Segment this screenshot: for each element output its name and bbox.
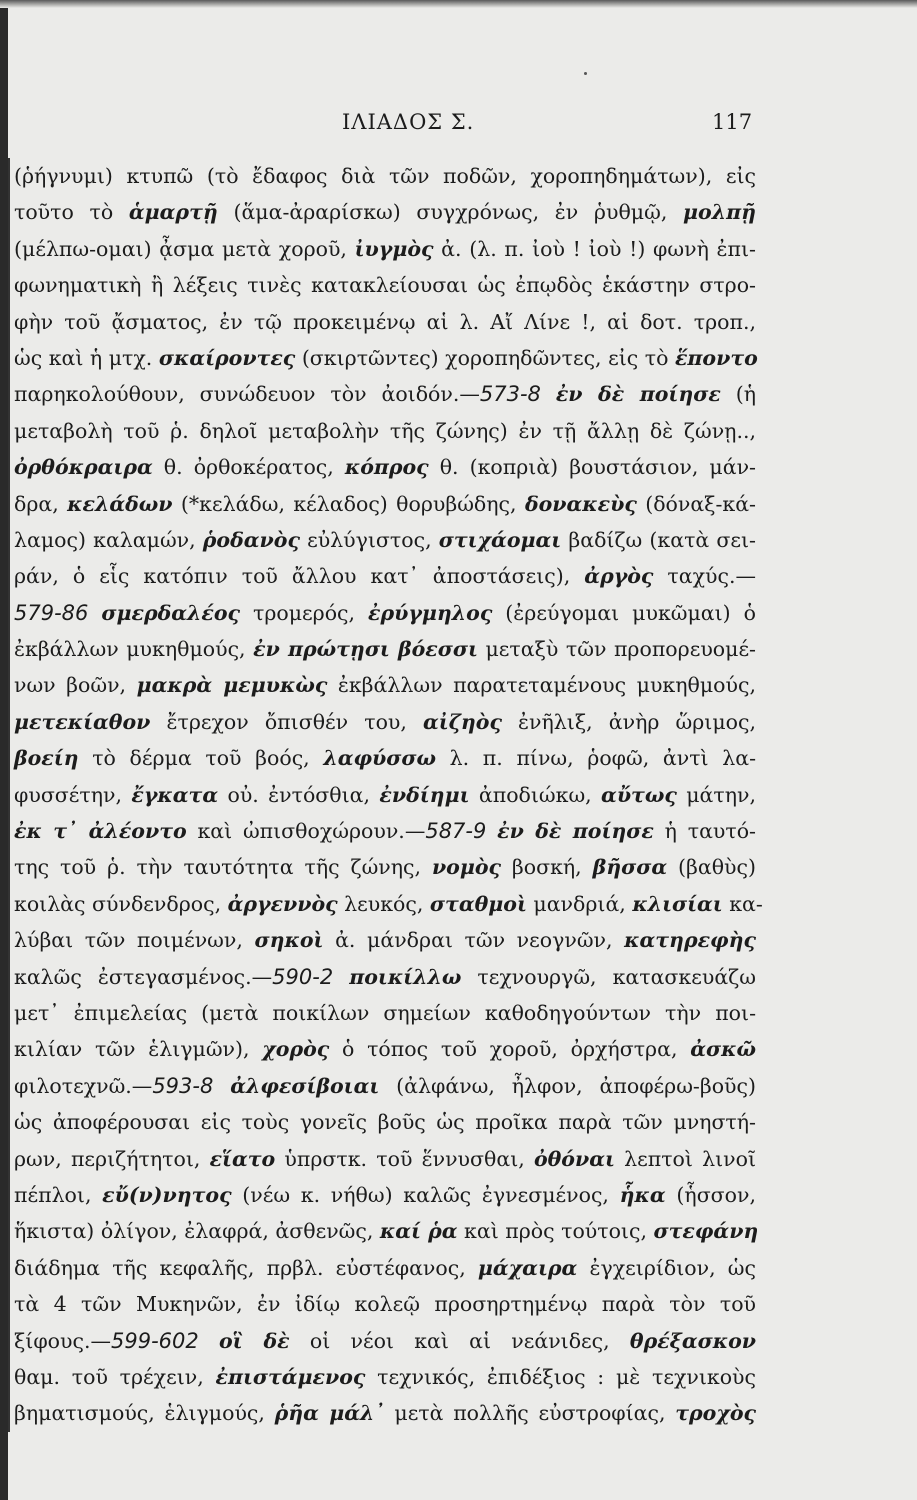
page-number: 117	[712, 110, 753, 134]
text-line: φιλοτεχνῶ.—593-8 ἀλφεσίβοιαι (ἀλφάνω, ἦλφον, ἀποφέρω-βοῦς)	[8, 1068, 756, 1104]
text-line: κιλίαν τῶν ἑλιγμῶν), χορὸς ὁ τόπος τοῦ χοροῦ, ὀρχήστρα, ἀσκῶ	[8, 1031, 756, 1067]
lemma: αὔτως	[601, 782, 677, 807]
lemma: κελάδων	[67, 491, 173, 516]
text-line: ὡς ἀποφέρουσαι εἰς τοὺς γονεῖς βοῦς ὡς προῖκα παρὰ τῶν μνηστή-	[8, 1104, 756, 1140]
text-line: φὴν τοῦ ᾄσματος, ἐν τῷ προκειμένῳ αἱ λ. Αἴ Λίνε !, αἱ δοτ. τροπ.,	[8, 304, 756, 340]
lemma: ἁμαρτῇ	[128, 200, 218, 225]
text-line: φωνηματικὴ ἢ λέξεις τινὲς κατακλείουσαι ὡς ἐπῳδὸς ἑκάστην στρο-	[8, 267, 756, 303]
lemma: ἐρύγμηλος	[368, 600, 493, 625]
text-line: ἐκβάλλων μυκηθμούς, ἐν πρώτῃσι βόεσσι μεταξὺ τῶν προπορευομέ-	[8, 631, 756, 667]
lemma: κόπρος	[344, 455, 429, 480]
lemma: βοείη	[14, 746, 79, 771]
lemma: στεφάνη	[653, 1219, 759, 1244]
text-line: βοείη τὸ δέρμα τοῦ βοός, λαφύσσω λ. π. πίνω, ῥοφῶ, ἀντὶ λα-	[8, 740, 756, 776]
text-line: μετεκίαθον ἔτρεχον ὄπισθέν του, αἰζηὸς ἐνῆλιξ, ἀνὴρ ὥριμος,	[8, 704, 756, 740]
text-line: 579-86 σμερδαλέος τρομερός, ἐρύγμηλος (ἐρεύγομαι μυκῶμαι) ὁ	[8, 595, 756, 631]
lemma: ἀργὸς	[584, 564, 654, 589]
text-line: λύβαι τῶν ποιμένων, σηκοὶ ἀ. μάνδραι τῶν νεογνῶν, κατηρεφὴς	[8, 922, 756, 958]
lemma: κατηρεφὴς	[624, 928, 756, 953]
verse-range: 587-9	[425, 819, 487, 844]
text-line: βηματισμούς, ἑλιγμούς, ῥῆα μάλ᾽ μετὰ πολλῆς εὐστροφίας, τροχὸς	[8, 1395, 756, 1431]
text-line: ξίφους.—599-602 οἳ δὲ οἱ νέοι καὶ αἱ νεάνιδες, θρέξασκον	[8, 1323, 756, 1359]
lemma: χορὸς	[262, 1037, 330, 1062]
lemma: εὔ(ν)νητος	[102, 1182, 232, 1207]
text-line: της τοῦ ῥ. τὴν ταυτότητα τῆς ζώνης, νομὸς βοσκή, βῆσσα (βαθὺς)	[8, 849, 756, 885]
lemma: δονακεὺς	[524, 491, 637, 516]
lemma: σκαίροντες	[158, 345, 296, 370]
lemma: βῆσσα	[592, 855, 668, 880]
lemma: θρέξασκον	[629, 1328, 756, 1353]
lemma: ἀλφεσίβοιαι	[230, 1073, 380, 1098]
lemma: εἵατο	[209, 1146, 276, 1171]
text-line: κοιλὰς σύνδενδρος, ἀργεννὸς λευκός, σταθμοὶ μανδριά, κλισίαι κα-	[8, 886, 756, 922]
lemma: σταθμοὶ	[429, 891, 527, 916]
text-line: ὀρθόκραιρα θ. ὀρθοκέρατος, κόπρος θ. (κοπριὰ) βουστάσιον, μάν-	[8, 449, 756, 485]
lemma: στιχάομαι	[438, 527, 562, 552]
text-line: ἐκ τ᾽ ἀλέοντο καὶ ὠπισθοχώρουν.—587-9 ἐν δὲ ποίησε ἡ ταυτό-	[8, 813, 756, 849]
lemma: καί ῥα	[379, 1219, 458, 1244]
text-line: ρων, περιζήτητοι, εἵατο ὑπρστκ. τοῦ ἕννυσθαι, ὀθόναι λεπτοὶ λινοῖ	[8, 1141, 756, 1177]
lemma: μάχαιρα	[477, 1255, 578, 1280]
text-line: τοῦτο τὸ ἁμαρτῇ (ἅμα-ἀραρίσκω) συγχρόνως, ἐν ῥυθμῷ, μολπῇ	[8, 194, 756, 230]
text-line: θαμ. τοῦ τρέχειν, ἐπιστάμενος τεχνικός, ἐπιδέξιος : μὲ τεχνικοὺς	[8, 1359, 756, 1395]
lemma: ἐν πρώτῃσι βόεσσι	[253, 637, 478, 662]
text-line: καλῶς ἐστεγασμένος.—590-2 ποικίλλω τεχνουργῶ, κατασκευάζω	[8, 959, 756, 995]
lemma: ἀσκῶ	[690, 1037, 756, 1062]
text-line: φυσσέτην, ἔγκατα οὐ. ἐντόσθια, ἐνδίημι ἀποδιώκω, αὔτως μάτην,	[8, 777, 756, 813]
lemma: ῥοδανὸς	[202, 527, 300, 552]
lemma: ἀργεννὸς	[227, 891, 338, 916]
text-line: ὡς καὶ ἡ μτχ. σκαίροντες (σκιρτῶντες) χοροπηδῶντες, εἰς τὸ ἕποντο	[8, 340, 756, 376]
lemma: κλισίαι	[632, 891, 723, 916]
verse-range: 573-8	[479, 382, 541, 407]
lemma: μακρὰ μεμυκὼς	[136, 673, 328, 698]
text-line: ράν, ὁ εἷς κατόπιν τοῦ ἄλλου κατ᾽ ἀποστάσεις), ἀργὸς ταχύς.—	[8, 558, 756, 594]
text-line: τὰ 4 τῶν Μυκηνῶν, ἐν ἰδίῳ κολεῷ προσηρτημένῳ παρὰ τὸν τοῦ	[8, 1286, 756, 1322]
scan-top-shadow	[0, 0, 917, 8]
verse-range: 590-2	[272, 964, 334, 989]
lemma: τροχὸς	[675, 1401, 756, 1426]
lemma: ὀθόναι	[533, 1146, 615, 1171]
lemma: ἕποντο	[674, 345, 758, 370]
commentary-text	[8, 158, 763, 1432]
lemma: ῥῆα μάλ᾽	[274, 1401, 385, 1426]
lemma: ἐπιστάμενος	[215, 1364, 366, 1389]
lemma: σηκοὶ	[254, 928, 324, 953]
lemma: ἐνδίημι	[379, 782, 470, 807]
text-line: νων βοῶν, μακρὰ μεμυκὼς ἐκβάλλων παρατεταμένους μυκηθμούς,	[8, 667, 756, 703]
lemma: λαφύσσω	[323, 746, 437, 771]
text-line: (ῥήγνυμι) κτυπῶ (τὸ ἔδαφος διὰ τῶν ποδῶν, χοροπηδημάτων), εἰς	[8, 158, 756, 194]
lemma: αἰζηὸς	[423, 709, 502, 734]
lemma: οἳ δὲ	[219, 1328, 290, 1353]
lemma: ποικίλλω	[349, 964, 462, 989]
lemma: νομὸς	[431, 855, 502, 880]
text-line: διάδημα τῆς κεφαλῆς, πρβλ. εὐστέφανος, μάχαιρα ἐγχειρίδιον, ὡς	[8, 1250, 756, 1286]
lemma: μολπῇ	[683, 200, 756, 225]
lemma: ἐν δὲ ποίησε	[555, 382, 721, 407]
verse-range: 593-8	[152, 1073, 214, 1098]
lemma: ἐν δὲ ποίησε	[497, 819, 654, 844]
running-title: ΙΛΙΑΔΟΣ Σ.	[342, 110, 475, 134]
text-line: (μέλπω-ομαι) ᾆσμα μετὰ χοροῦ, ἰυγμὸς ἀ. (λ. π. ἰοὺ ! ἰοὺ !) φωνὴ ἐπι-	[8, 231, 756, 267]
text-line: μετ᾽ ἐπιμελείας (μετὰ ποικίλων σημείων καθοδηγούντων τὴν ποι-	[8, 995, 756, 1031]
text-line: λαμος) καλαμών, ῥοδανὸς εὐλύγιστος, στιχάομαι βαδίζω (κατὰ σει-	[8, 522, 756, 558]
lemma: σμερδαλέος	[101, 600, 241, 625]
verse-range: 599-602	[111, 1328, 199, 1353]
lemma: ὀρθόκραιρα	[14, 455, 153, 480]
text-line: δρα, κελάδων (*κελάδω, κέλαδος) θορυβώδης, δονακεὺς (δόναξ-κά-	[8, 486, 756, 522]
page-binding-edge	[0, 0, 8, 1500]
verse-range: 579-86	[14, 600, 89, 625]
lemma: ἐκ τ᾽ ἀλέοντο	[14, 819, 187, 844]
text-line: πέπλοι, εὔ(ν)νητος (νέω κ. νήθω) καλῶς ἐγνεσμένος, ἧκα (ἧσσον,	[8, 1177, 756, 1213]
scan-speck	[584, 72, 587, 75]
running-header	[0, 110, 917, 144]
text-line: ἥκιστα) ὀλίγον, ἐλαφρά, ἀσθενῶς, καί ῥα καὶ πρὸς τούτοις, στεφάνη	[8, 1213, 756, 1249]
text-line: παρηκολούθουν, συνώδευον τὸν ἀοιδόν.—573-8 ἐν δὲ ποίησε (ἡ	[8, 376, 756, 412]
lemma: ἰυγμὸς	[354, 236, 434, 261]
lemma: μετεκίαθον	[14, 709, 151, 734]
lemma: ἧκα	[619, 1182, 666, 1207]
text-line: μεταβολὴ τοῦ ῥ. δηλοῖ μεταβολὴν τῆς ζώνης) ἐν τῇ ἄλλῃ δὲ ζώνῃ..,	[8, 413, 756, 449]
lemma: ἔγκατα	[131, 782, 219, 807]
